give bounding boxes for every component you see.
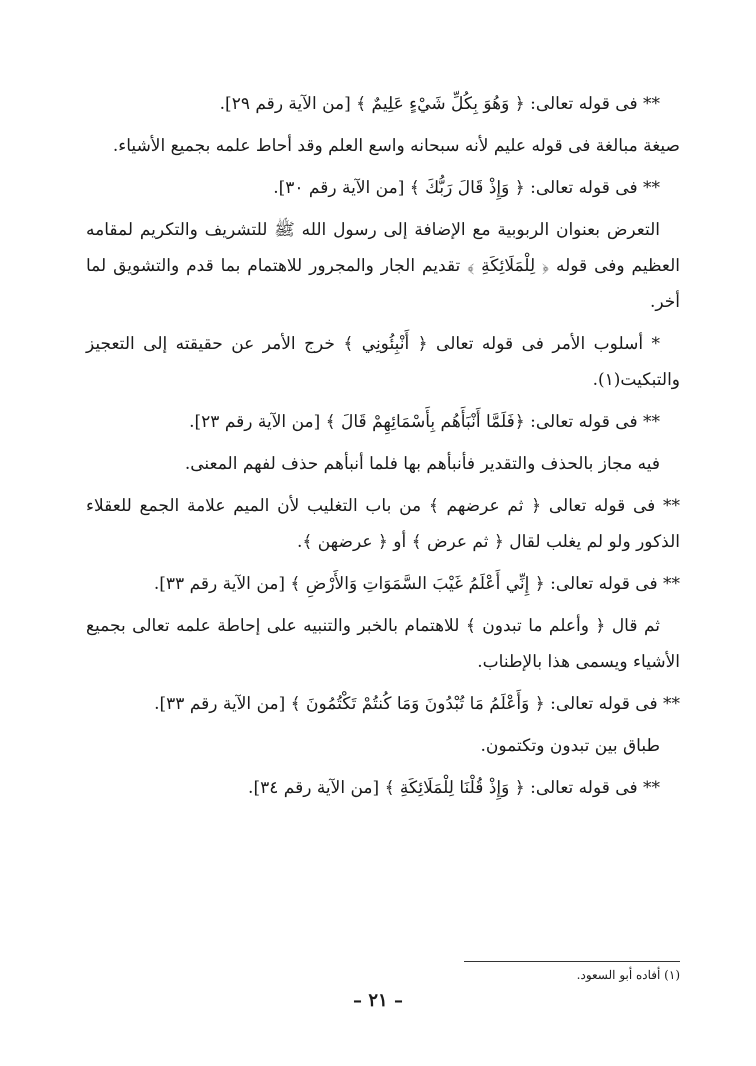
- paragraph-10: ثم قال ﴿ وأعلم ما تبدون ﴾ للاهتمام بالخبر والتنبيه على إحاطة علمه تعالى بجميع الأشياء ويسمى هذا بالإطناب.: [86, 616, 680, 672]
- paragraph-4: التعرض بعنوان الربوبية مع الإضافة إلى رسول الله ﷺ للتشريف والتكريم لمقامه العظيم وفى قوله ﴿ لِلْمَلَائِكَةِ ﴾ تقديم الجار والمجرور للاهتمام بما قدم والتشويق لما أخر.: [86, 220, 680, 312]
- paragraph-12: طباق بين تبدون وتكتمون.: [480, 736, 660, 756]
- paragraph-8: ** فى قوله تعالى ﴿ ثم عرضهم ﴾ من باب التغليب لأن الميم علامة الجمع للعقلاء الذكور ولو لم يغلب لقال ﴿ ثم عرض ﴾ أو ﴿ عرضهن ﴾.: [86, 496, 680, 552]
- page-number: – ٢١ –: [353, 990, 403, 1011]
- paragraph-6: ** فى قوله تعالى: ﴿فَلَمَّا أَنْبَأَهُم بِأَسْمَائِهِمْ قَالَ ﴾ [من الآية رقم ٢٣].: [189, 412, 660, 432]
- paragraph-13: ** فى قوله تعالى: ﴿ وَإِذْ قُلْنَا لِلْمَلَائِكَةِ ﴾ [من الآية رقم ٣٤].: [248, 778, 660, 798]
- paragraph-7: فيه مجاز بالحذف والتقدير فأنبأهم بها فلما أنبأهم حذف لفهم المعنى.: [184, 454, 660, 474]
- page-body: [86, 86, 680, 812]
- paragraph-3: ** فى قوله تعالى: ﴿ وَإِذْ قَالَ رَبُّكَ ﴾ [من الآية رقم ٣٠].: [273, 178, 660, 198]
- footnote-divider: [464, 961, 680, 962]
- paragraph-1: ** فى قوله تعالى: ﴿ وَهُوَ بِكُلِّ شَيْءٍ عَلِيمٌ ﴾ [من الآية رقم ٢٩].: [219, 94, 660, 114]
- paragraph-11: ** فى قوله تعالى: ﴿ وَأَعْلَمُ مَا تُبْدُونَ وَمَا كُنتُمْ تَكْتُمُونَ ﴾ [من الآية رقم ٣٣].: [154, 694, 680, 714]
- paragraph-5: * أسلوب الأمر فى قوله تعالى ﴿ أَنْبِئُونِي ﴾ خرج الأمر عن حقيقته إلى التعجيز والتبكيت(١).: [86, 334, 680, 390]
- paragraph-2: صيغة مبالغة فى قوله عليم لأنه سبحانه واسع العلم وقد أحاط علمه بجميع الأشياء.: [112, 136, 680, 156]
- paragraph-9: ** فى قوله تعالى: ﴿ إِنِّي أَعْلَمُ غَيْبَ السَّمَوَاتِ وَالأَرْضِ ﴾ [من الآية رقم ٣٣].: [153, 574, 680, 594]
- footnote: (١) أفاده أبو السعود.: [576, 968, 680, 982]
